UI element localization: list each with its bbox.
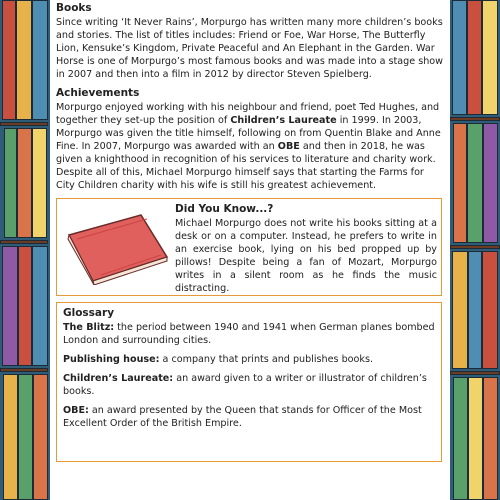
achievements-text <box>56 101 444 192</box>
obe-term: OBE <box>277 141 300 152</box>
glossary-term: The Blitz: <box>63 322 115 333</box>
did-you-know-box <box>56 198 442 296</box>
books-heading: Books <box>56 2 92 14</box>
did-you-know-heading: Did You Know...? <box>175 203 274 215</box>
achievements-text-part: and then in 2018, he was given a knighthood in recognition of his services to literature and charity work. Despite all of this, Michael Morpurgo himself says that starting the Farms for City Children charity with his wife is still his greatest achievement. <box>56 141 436 191</box>
achievements-section <box>56 87 444 192</box>
glossary-heading: Glossary <box>63 307 115 319</box>
glossary-definition: a company that prints and publishes books. <box>159 354 374 365</box>
document-page <box>50 0 450 500</box>
glossary-entry <box>63 404 435 430</box>
glossary-term: OBE: <box>63 405 89 416</box>
glossary-term: Children’s Laureate: <box>63 373 174 384</box>
glossary-definition: an award presented by the Queen that stands for Officer of the Most Excellent Order of the British Empire. <box>63 405 422 429</box>
glossary-term: Publishing house: <box>63 354 160 365</box>
achievements-text-part: in 1999. In 2003, Morpurgo was given the title himself, following on from Quentin Blake and Anne Fine. In 2007, Morpurgo was awarded with an <box>56 115 441 152</box>
childrens-laureate-term: Children’s Laureate <box>230 115 337 126</box>
achievements-text-part: Morpurgo enjoyed working with his neighbour and friend, poet Ted Hughes, and together they set-up the position of <box>56 102 440 126</box>
glossary-box <box>56 302 442 462</box>
glossary-entry <box>63 353 435 366</box>
page-content <box>56 2 444 462</box>
glossary-entry <box>63 372 435 398</box>
books-section <box>56 2 444 81</box>
glossary-definition: an award given to a writer or illustrator of children’s books. <box>63 373 427 397</box>
books-text: Since writing ‘It Never Rains’, Morpurgo has written many more children’s books and stories. The list of titles includes: Friend or Foe, War Horse, The Butterfly Lion, Kensuke’s Kingdom, Private Peaceful and An Elephant in the Garden. War Horse is one of Morpurgo’s most famous books and was made into a stage show in 2007 and then into a film in 2012 by director Steven Spielberg. <box>56 17 444 80</box>
did-you-know-text: Michael Morpurgo does not write his books sitting at a desk or on a computer. Instead, he prefers to write in an exercise book, lying on his bed propped up by pillows! Despite being a fan of Mozart, Morpurgo writes in a silent room as he finds the music distracting. <box>175 218 437 294</box>
glossary-definition: the period between 1940 and 1941 when German planes bombed London and surrounding cities. <box>63 322 435 346</box>
bookshelf-border-right <box>450 0 500 500</box>
exercise-book-icon <box>63 211 171 285</box>
bookshelf-border-left <box>0 0 50 500</box>
achievements-heading: Achievements <box>56 87 140 99</box>
glossary-entry <box>63 321 435 347</box>
